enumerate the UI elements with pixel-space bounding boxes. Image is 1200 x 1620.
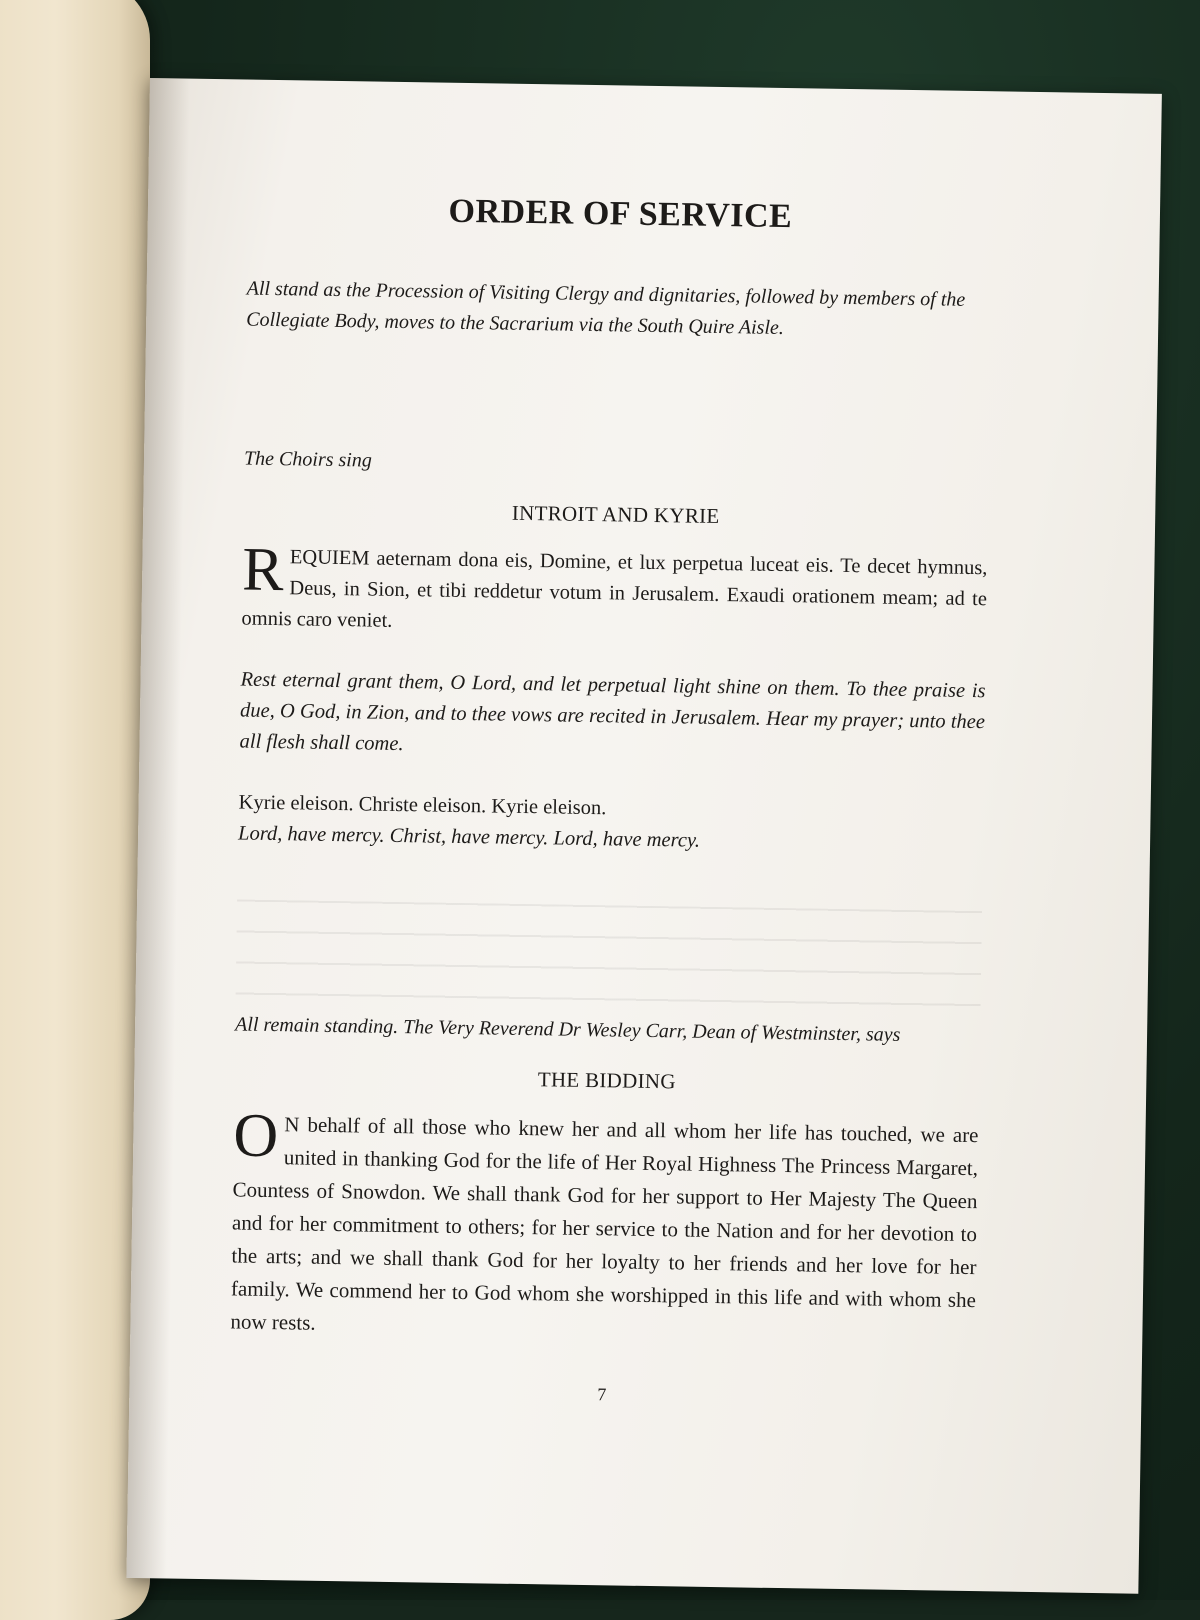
kyrie-block — [238, 787, 984, 861]
bidding-heading: THE BIDDING — [537, 1067, 677, 1094]
page-title: ORDER OF SERVICE — [448, 192, 793, 236]
facing-page-left — [0, 0, 150, 1620]
choirs-rubric: The Choirs sing — [243, 447, 373, 472]
bidding-first-word: N — [284, 1112, 300, 1137]
booklet-page — [126, 78, 1161, 1594]
bidding-rubric: All remain standing. The Very Reverend Dr Wesley Carr, Dean of Westminster, says — [234, 1013, 901, 1046]
introit-english-paragraph: Rest eternal grant them, O Lord, and let perpetual light shine on them. To thee praise is due, O God, in Zion, and to thee vows are recited in Jerusalem. Hear my prayer; unto thee all flesh shall come. — [239, 668, 986, 756]
bidding-dropcap: O — [232, 1101, 279, 1171]
introit-latin-text: aeternam dona eis, Domine, et lux perpetua luceat eis. Te decet hymnus, Deus, in Sion, et tibi reddetur votum in Jerusalem. Exaudi orationem meam; ad te omnis caro veniet. — [241, 547, 988, 632]
page-content — [229, 190, 993, 1412]
introit-latin-paragraph — [241, 535, 988, 647]
kyrie-english: Lord, have mercy. Christ, have mercy. Lord, have mercy. — [237, 822, 701, 852]
procession-rubric: All stand as the Procession of Visiting Clergy and dignitaries, followed by members of the Collegiate Body, moves to the Sacrarium via the South Quire Aisle. — [246, 277, 966, 339]
introit-first-word: EQUIEM — [289, 546, 370, 570]
bidding-paragraph — [230, 1101, 979, 1350]
bidding-text: behalf of all those who knew her and all whom her life has touched, we are united in thanking God for the life of Her Royal Highness The Princess Margaret, Countess of Snowdon. We shall thank God for her support to Her Majesty The Queen and for her commitment to others; for her service to the Nation and for her devotion to the arts; and we shall thank God for her loyalty to her friends and her love for her family. We commend her to God whom she worshipped in this life and with whom she now rests. — [230, 1112, 979, 1335]
introit-heading: INTROIT AND KYRIE — [511, 500, 720, 528]
page-number: 7 — [597, 1384, 607, 1405]
introit-dropcap: R — [241, 535, 285, 605]
kyrie-latin: Kyrie eleison. Christe eleison. Kyrie eleison. — [238, 791, 607, 820]
